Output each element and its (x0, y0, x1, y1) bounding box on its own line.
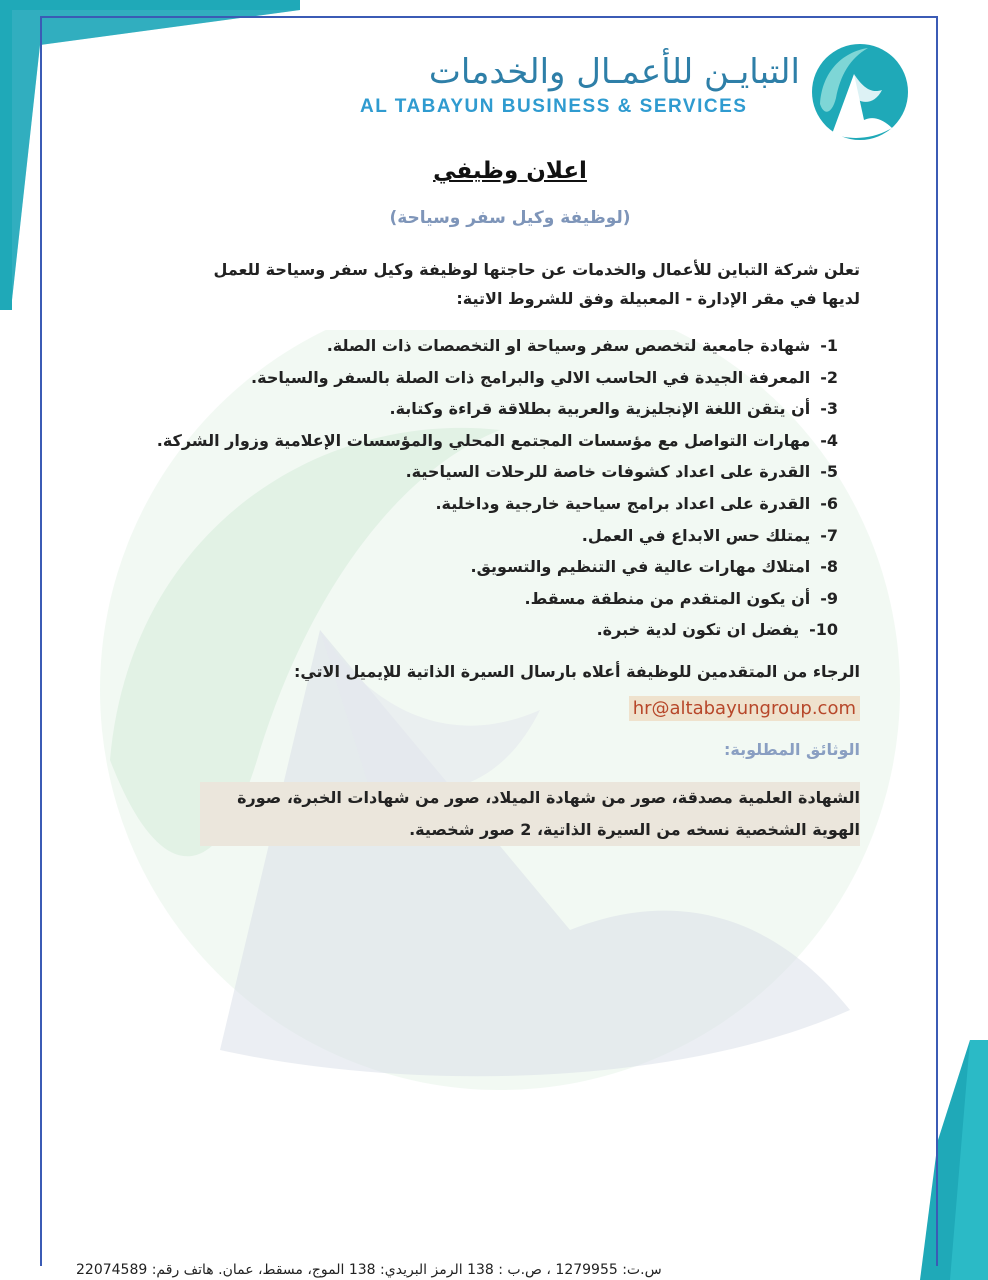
list-item-number: 6- (820, 493, 838, 513)
documents-text: الشهادة العلمية مصدقة، صور من شهادة الميلاد، صور من شهادات الخبرة، صورة الهوية الشخصية نسخه من السيرة الذاتية، 2 صور شخصية. (200, 782, 860, 846)
list-item-number: 1- (820, 336, 838, 355)
company-name-arabic: التبايـن للأعمـال والخدمات (428, 52, 800, 92)
list-item-text: أن يتقن اللغة الإنجليزية والعربية بطلاقة قراءة وكتابة. (389, 399, 811, 419)
list-item (138, 362, 838, 394)
list-item-text: مهارات التواصل مع مؤسسات المجتمع المحلي والمؤسسات الإعلامية وزوار الشركة. (156, 430, 811, 450)
list-item (138, 520, 838, 552)
list-item-number: 5- (820, 462, 838, 482)
list-item (138, 393, 838, 425)
list-item-text: المعرفة الجيدة في الحاسب الالي والبرامج ذات الصلة بالسفر والسياحة. (251, 367, 811, 387)
list-item-number: 7- (820, 525, 838, 545)
documents-heading: الوثائق المطلوبة: (723, 740, 860, 759)
list-item (138, 425, 838, 457)
email-link[interactable]: hr@altabayungroup.com (629, 696, 860, 721)
company-name-english: AL TABAYUN BUSINESS & SERVICES (360, 96, 748, 117)
list-item-number: 10- (809, 620, 838, 640)
list-item-text: يفضل ان تكون لدية خبرة. (596, 620, 800, 640)
page-title: اعلان وظيفي (433, 158, 587, 184)
list-item-text: القدرة على اعداد كشوفات خاصة للرحلات السياحية. (405, 462, 811, 482)
list-item-text: القدرة على اعداد برامج سياحية خارجية وداخلية. (435, 493, 811, 513)
list-item (138, 583, 838, 615)
requirements-list (138, 330, 838, 646)
list-item-number: 3- (820, 399, 838, 419)
list-item-number: 9- (820, 588, 838, 608)
job-subtitle: (لوظيفة وكيل سفر وسياحة) (389, 208, 631, 228)
intro-paragraph: تعلن شركة التباين للأعمال والخدمات عن حاجتها لوظيفة وكيل سفر وسياحة للعمل لديها في مقر الإدارة - المعبيلة وفق للشروط الاتية: (213, 260, 860, 308)
list-item-number: 4- (820, 430, 838, 450)
list-item (138, 456, 838, 488)
list-item-text: شهادة جامعية لتخصص سفر وسياحة او التخصصات ذات الصلة. (326, 336, 811, 355)
list-item (138, 330, 838, 362)
company-logo-icon (810, 42, 910, 142)
apply-instructions: الرجاء من المتقدمين للوظيفة أعلاه بارسال السيرة الذاتية للإيميل الاتي: (293, 662, 860, 681)
list-item-text: يمتلك حس الابداع في العمل. (581, 525, 811, 545)
list-item (138, 551, 838, 583)
list-item (138, 614, 838, 646)
list-item-number: 2- (820, 367, 838, 387)
list-item (138, 488, 838, 520)
list-item-text: أن يكون المتقدم من منطقة مسقط. (524, 588, 811, 608)
footer-contact: س.ت: 1279955 ، ص.ب : 138 الرمز البريدي: 138 الموج، مسقط، عمان. هاتف رقم: 22074589 (76, 1262, 662, 1278)
list-item-number: 8- (820, 557, 838, 577)
company-header (360, 52, 800, 118)
list-item-text: امتلاك مهارات عالية في التنظيم والتسويق. (470, 557, 811, 577)
